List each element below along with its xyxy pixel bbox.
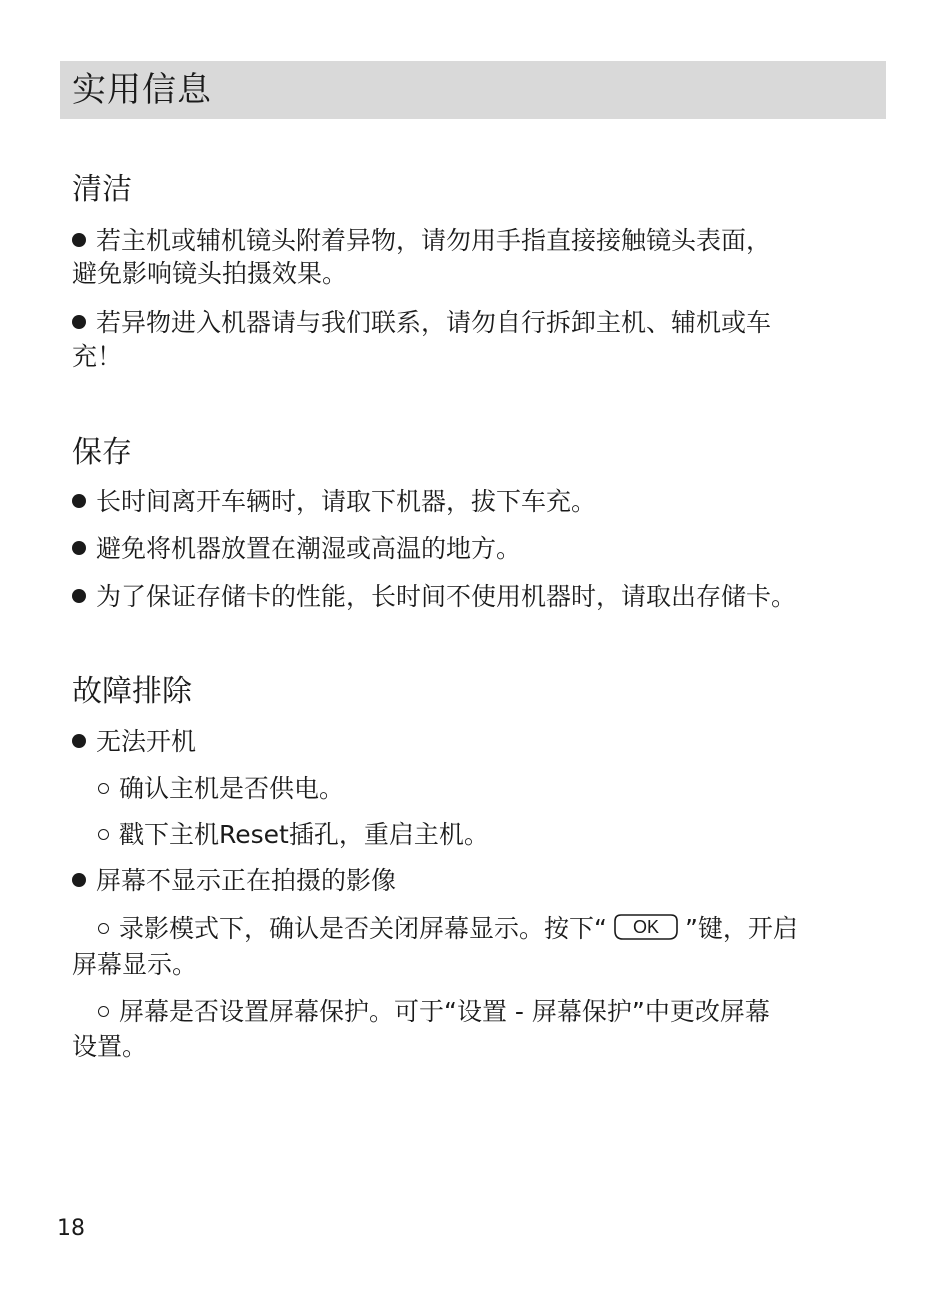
cleaning-item-2-cont: 充！: [72, 342, 123, 371]
bullet-icon: [72, 589, 86, 603]
ok-key-icon: [613, 913, 679, 941]
issue-2-sub-2: [98, 995, 770, 1029]
issue-1-sub-1-text: 确认主机是否供电。: [119, 774, 345, 803]
issue-2-sub-1-text-before: 录影模式下，确认是否关闭屏幕显示。按下“: [119, 914, 607, 943]
ok-key-label: OK: [632, 917, 659, 937]
section-title: 实用信息: [72, 70, 212, 110]
issue-2: [72, 864, 396, 898]
circle-bullet-icon: [98, 829, 109, 840]
issue-2-sub-1: [98, 912, 798, 946]
cleaning-heading: 清洁: [72, 172, 132, 207]
issue-2-sub-1-text-after: ”键，开启: [684, 914, 798, 943]
storage-item-1: [72, 485, 596, 519]
storage-item-3: [72, 580, 796, 614]
troubleshooting-heading: 故障排除: [72, 674, 192, 709]
issue-2-sub-1-cont: 屏幕显示。: [72, 950, 198, 979]
issue-1-sub-1: [98, 772, 344, 806]
circle-bullet-icon: [98, 783, 109, 794]
issue-2-sub-2-text: 屏幕是否设置屏幕保护。可于“设置 - 屏幕保护”中更改屏幕: [119, 997, 770, 1026]
cleaning-item-1: [72, 224, 771, 258]
issue-1-text: 无法开机: [96, 727, 197, 756]
circle-bullet-icon: [98, 1006, 109, 1017]
issue-1-sub-2: [98, 818, 489, 852]
issue-1: [72, 725, 196, 759]
bullet-icon: [72, 233, 86, 247]
storage-heading: 保存: [72, 435, 132, 470]
bullet-icon: [72, 315, 86, 329]
cleaning-item-1-text: 若主机或辅机镜头附着异物，请勿用手指直接接触镜头表面，: [96, 226, 772, 255]
bullet-icon: [72, 873, 86, 887]
bullet-icon: [72, 494, 86, 508]
section-title-bar: [60, 61, 886, 119]
bullet-icon: [72, 734, 86, 748]
storage-item-2-text: 避免将机器放置在潮湿或高温的地方。: [96, 534, 522, 563]
cleaning-item-2-text: 若异物进入机器请与我们联系，请勿自行拆卸主机、辅机或车: [96, 308, 772, 337]
page-number: 18: [57, 1216, 85, 1241]
issue-1-sub-2-text: 戳下主机Reset插孔，重启主机。: [119, 820, 489, 849]
storage-item-1-text: 长时间离开车辆时，请取下机器，拔下车充。: [96, 487, 597, 516]
cleaning-item-1-cont: 避免影响镜头拍摄效果。: [72, 259, 348, 288]
storage-item-3-text: 为了保证存储卡的性能，长时间不使用机器时，请取出存储卡。: [96, 582, 797, 611]
issue-2-text: 屏幕不显示正在拍摄的影像: [96, 866, 397, 895]
issue-2-sub-2-cont: 设置。: [72, 1032, 148, 1061]
cleaning-item-2: [72, 306, 771, 340]
bullet-icon: [72, 541, 86, 555]
circle-bullet-icon: [98, 923, 109, 934]
storage-item-2: [72, 532, 521, 566]
